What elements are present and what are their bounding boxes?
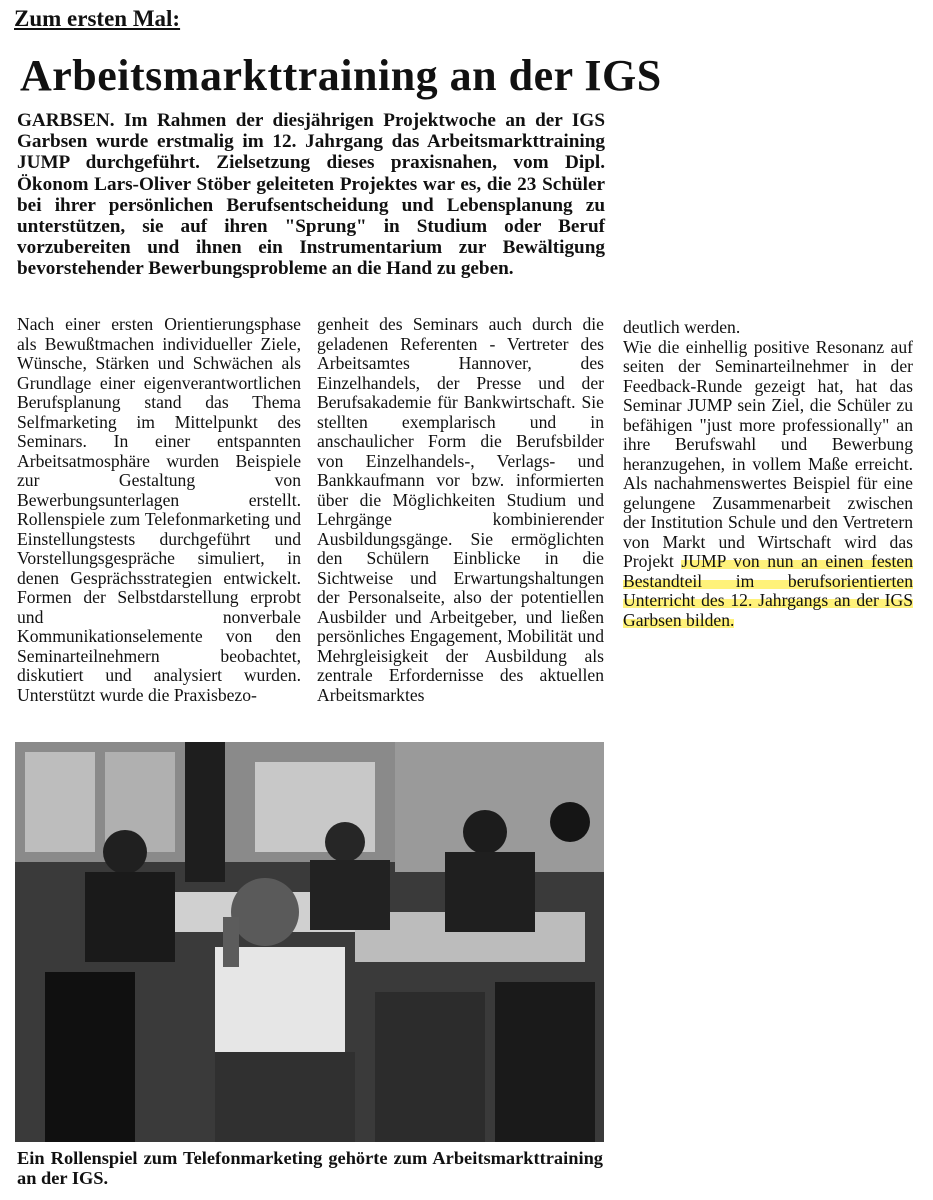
column-3-paragraph-2	[623, 338, 913, 631]
column-3-paragraph-1: deutlich werden.	[623, 317, 741, 337]
article-lead: GARBSEN. Im Rahmen der diesjährigen Projektwoche an der IGS Garbsen wurde erstmalig im 12. Jahrgang das Arbeitsmarkttraining JUMP durchgeführt. Zielsetzung dieses praxisnahen, vom Dipl. Ökonom Lars-Oliver Stöber geleiteten Projektes war es, die 23 Schüler bei ihrer persönlichen Berufsentscheidung und Lebensplanung zu unterstützen, sie auf ihren "Sprung" in Studium oder Beruf vorzubereiten und ihnen ein Instrumentarium zur Bewältigung bevorstehender Bewerbungsprobleme an die Hand zu geben.	[17, 110, 605, 280]
article-photo	[15, 742, 604, 1142]
article-headline: Arbeitsmarkttraining an der IGS	[20, 51, 662, 100]
body-column-1: Nach einer ersten Orientierungsphase als Bewußtmachen individueller Ziele, Wünsche, Stärken und Schwächen als Grundlage einer eigenverantwortlichen Berufsplanung stand das Thema Selfmarketing im Mittelpunkt des Seminars. In einer entspannten Arbeitsatmosphäre wurden Beispiele zur Gestaltung von Bewerbungsunterlagen erstellt. Rollenspiele zum Telefonmarketing und Einstellungstests durchgeführt und Vorstellungsgespräche simuliert, in denen Gesprächsstrategien entwickelt. Formen der Selbstdarstellung erprobt und nonverbale Kommunikationselemente von den Seminarteilnehmern beobachtet, diskutiert und analysiert wurden. Unterstützt wurde die Praxisbezo-	[17, 314, 301, 705]
photo-caption: Ein Rollenspiel zum Telefonmarketing gehörte zum Arbeitsmarkttraining an der IGS.	[17, 1148, 603, 1188]
article-kicker: Zum ersten Mal:	[14, 6, 181, 31]
photo-illustration	[15, 742, 604, 1142]
body-column-3	[623, 318, 913, 630]
highlighted-text: JUMP von nun an einen festen Bestandteil im berufsorientierten Unterricht des 12. Jahrgangs an der IGS Garbsen bilden.	[623, 551, 913, 630]
body-column-2: genheit des Seminars auch durch die geladenen Referenten - Vertreter des Arbeitsamtes Hannover, des Einzelhandels, der Presse und der Berufsakademie für Bankwirtschaft. Sie stellten exemplarisch und in anschaulicher Form die Berufsbilder von Einzelhandels-, Verlags- und Bankkaufmann vor bzw. informierten über die Möglichkeiten Studium und Lehrgänge kombinierender Ausbildungsgänge. Sie ermöglichten den Schülern Einblicke in die Sichtweise und Erwartungshaltungen der Personalseite, also der potentiellen Ausbilder und Arbeitgeber, und ließen persönliches Engagement, Mobilität und Mehrgleisigkeit der Ausbildung als zentrale Erfordernisse des aktuellen Arbeitsmarktes	[317, 314, 604, 705]
column-3-text: Wie die einhellig positive Resonanz auf seiten der Seminarteilnehmer in der Feedback-Runde gezeigt hat, hat das Seminar JUMP sein Ziel, die Schüler zu befähigen "just more professionally" an ihre Berufswahl und Bewerbung heranzugehen, in vollem Maße erreicht. Als nachahmenswertes Beispiel für eine gelungene Zusammenarbeit zwischen der Institution Schule und den Vertretern von Markt und Wirtschaft wird das Projekt	[623, 336, 913, 571]
